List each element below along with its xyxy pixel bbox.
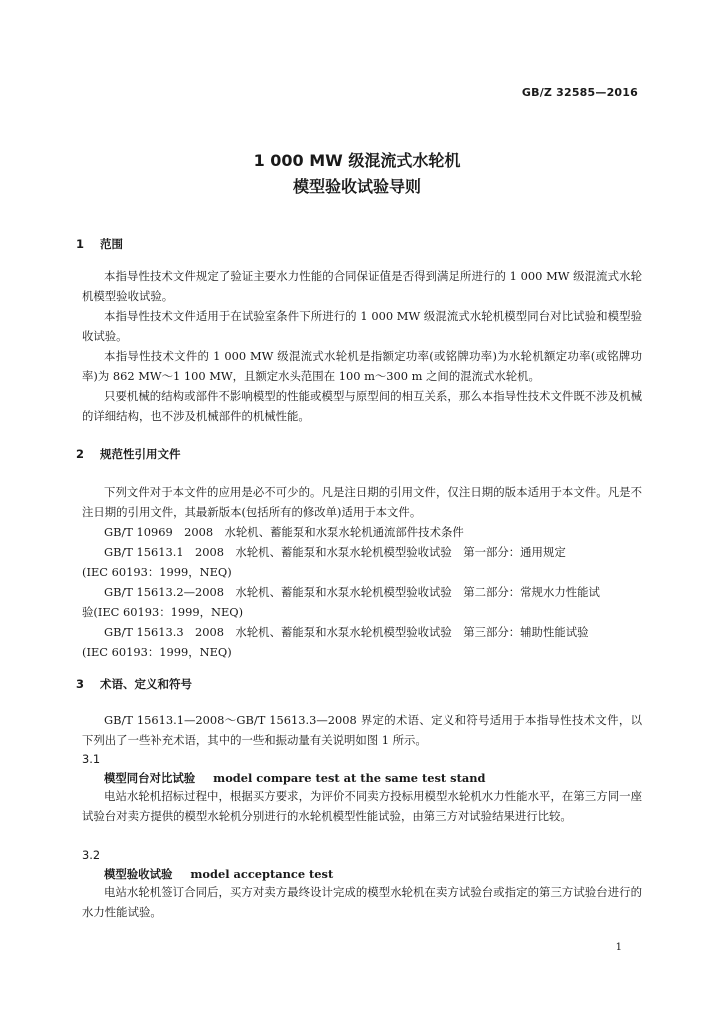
term-definition: 电站水轮机签订合同后，买方对卖方最终设计完成的模型水轮机在卖方试验台或指定的第三方试验台进行的水力性能试验。 — [82, 885, 642, 919]
term-chinese: 模型验收试验 — [104, 867, 173, 881]
terms-intro-paragraph: GB/T 15613.1—2008～GB/T 15613.3—2008 界定的术语、定义和符号适用于本指导性技术文件，以下列出了一些补充术语，其中的一些和振动量有关说明如图 1 所示。 — [82, 713, 642, 747]
section-title: 术语、定义和符号 — [100, 677, 192, 691]
term-number: 3.1 — [82, 752, 101, 766]
term-chinese: 模型同台对比试验 — [104, 771, 196, 785]
term-english: model acceptance test — [190, 867, 334, 881]
reference-item — [82, 582, 642, 622]
reference-item — [82, 542, 642, 582]
term-definition: 电站水轮机招标过程中，根据买方要求，为评价不同卖方投标用模型水轮机水力性能水平，在第三方同一座试验台对卖方提供的模型水轮机分别进行的水轮机模型性能试验，由第三方对试验结果进行比较。 — [82, 789, 642, 823]
scope-paragraph: 本指导性技术文件规定了验证主要水力性能的合同保证值是否得到满足所进行的 1 000 MW 级混流式水轮机模型验收试验。 — [82, 269, 642, 303]
section-title: 范围 — [100, 237, 123, 251]
scope-paragraph: 本指导性技术文件的 1 000 MW 级混流式水轮机是指额定功率(或铭牌功率)为水轮机额定功率(或铭牌功率)为 862 MW～1 100 MW，且额定水头范围在 100 m～300 m 之间的混流式水轮机。 — [82, 349, 642, 383]
section-number: 2 — [76, 447, 85, 461]
doc-title-line1: 1 000 MW 级混流式水轮机 — [253, 151, 461, 170]
reference-item — [82, 522, 642, 542]
section-heading-scope — [76, 236, 123, 252]
term-heading — [104, 866, 333, 882]
section-title: 规范性引用文件 — [100, 447, 181, 461]
section-number: 3 — [76, 677, 85, 691]
reference-item — [82, 622, 642, 662]
reference-line: GB/T 10969 2008 水轮机、蓄能泵和水泵水轮机通流部件技术条件 — [104, 525, 464, 539]
reference-line: GB/T 15613.2—2008 水轮机、蓄能泵和水泵水轮机模型验收试验 第二部分：常规水力性能试 — [104, 585, 600, 599]
normative-intro-paragraph: 下列文件对于本文件的应用是必不可少的。凡是注日期的引用文件，仅注日期的版本适用于本文件。凡是不注日期的引用文件，其最新版本(包括所有的修改单)适用于本文件。 — [82, 485, 642, 519]
term-english: model compare test at the same test stand — [213, 771, 486, 785]
reference-line: (IEC 60193：1999，NEQ) — [82, 565, 232, 579]
section-heading-terms — [76, 676, 192, 692]
page-number: 1 — [615, 942, 622, 953]
doc-title-line2: 模型验收试验导则 — [292, 177, 421, 196]
reference-line: GB/T 15613.3 2008 水轮机、蓄能泵和水泵水轮机模型验收试验 第三部分：辅助性能试验 — [104, 625, 589, 639]
reference-line: 验(IEC 60193：1999，NEQ) — [82, 605, 244, 619]
reference-line: GB/T 15613.1 2008 水轮机、蓄能泵和水泵水轮机模型验收试验 第一部分：通用规定 — [104, 545, 566, 559]
scope-paragraph: 只要机械的结构或部件不影响模型的性能或模型与原型间的相互关系，那么本指导性技术文件既不涉及机械的详细结构，也不涉及机械部件的机械性能。 — [82, 389, 642, 423]
scope-paragraph: 本指导性技术文件适用于在试验室条件下所进行的 1 000 MW 级混流式水轮机模型同台对比试验和模型验收试验。 — [82, 309, 642, 343]
term-number: 3.2 — [82, 848, 101, 862]
section-heading-normative-references — [76, 446, 181, 462]
term-heading — [104, 770, 485, 786]
doc-code-header: GB/Z 32585—2016 — [521, 86, 638, 99]
section-number: 1 — [76, 237, 85, 251]
reference-line: (IEC 60193：1999，NEQ) — [82, 645, 232, 659]
